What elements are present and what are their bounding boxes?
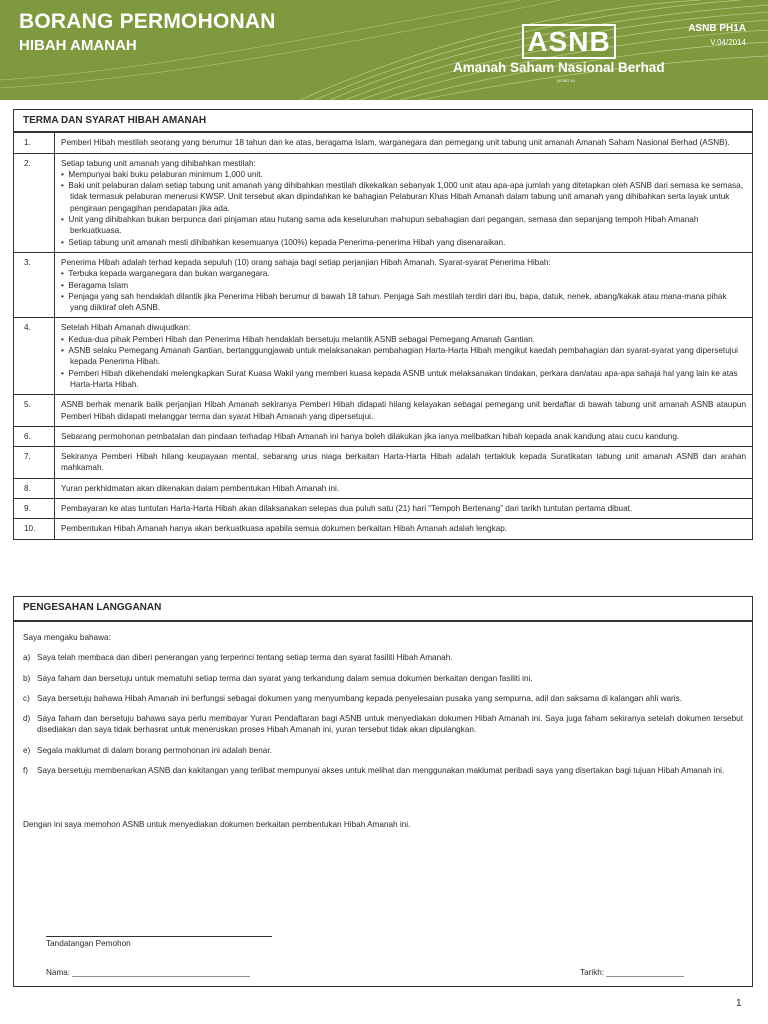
terms-item-content <box>55 519 753 539</box>
confirmation-section <box>13 596 753 987</box>
terms-row <box>14 318 753 395</box>
terms-item-number: 8. <box>14 478 55 498</box>
clause-text: Saya bersetuju membenarkan ASNB dan kakitangan yang terlibat mempunyai akses untuk melihat dan menggunakan maklumat peribadi saya yang disertakan bagi tujuan Hibah Amanah ini. <box>37 766 725 776</box>
terms-row <box>14 447 753 479</box>
date-field[interactable]: Tarikh: _________________ <box>580 968 684 977</box>
terms-bullet: • Kedua-dua pihak Pemberi Hibah dan Penerima Hibah hendaklah bersetuju melantik ASNB sebagai Pemegang Amanah Gantian. <box>61 334 746 345</box>
confirmation-clause <box>23 693 743 704</box>
clause-text: Saya telah membaca dan diberi penerangan yang terperinci tentang setiap terma dan syarat fasiliti Hibah Amanah. <box>37 653 453 663</box>
terms-row <box>14 519 753 539</box>
terms-item-number: 5. <box>14 395 55 427</box>
terms-item-text: Pemberi Hibah mestilah seorang yang berumur 18 tahun dan ke atas, beragama Islam, warganegara dan pemegang unit tabung unit amanah Amanah Saham Nasional Berhad (ASNB). <box>61 138 730 148</box>
terms-bullet: • Penjaga yang sah hendaklah dilantik jika Penerima Hibah berumur di bawah 18 tahun. Penjaga Sah mestilah terdiri dari ibu, bapa, datuk, nenek, abang/kakak atau mana-mana pihak yang diiktiraf oleh ASNB. <box>61 291 746 314</box>
clause-text: Saya faham dan bersetuju bahawa saya perlu membayar Yuran Pendaftaran bagi ASNB untuk menyediakan dokumen Hibah Amanah ini. Saya juga faham sekiranya setelah dokumen tersebut disediakan dan saya tidak berhasrat untuk meneruskan proses Hibah Amanah ini, yuran tersebut tidak akan dipulangkan. <box>37 714 743 735</box>
form-version: V.04/2014 <box>710 38 746 47</box>
terms-item-text: Yuran perkhidmatan akan dikenakan dalam pembentukan Hibah Amanah ini. <box>61 483 340 493</box>
terms-bullet: • Unit yang dihibahkan bukan berpunca dari pinjaman atau hutang sama ada keseluruhan mahupun sebahagian dari pegangan, semasa dan sepanjang tempoh Hibah Amanah berkuatkuasa. <box>61 214 746 237</box>
clause-letter: a) <box>23 653 31 663</box>
terms-item-content <box>55 478 753 498</box>
terms-item-text: Setiap tabung unit amanah yang dihibahkan mestilah: <box>61 158 256 168</box>
company-name: Amanah Saham Nasional Berhad <box>453 60 665 75</box>
terms-row <box>14 252 753 317</box>
confirmation-clauses <box>23 652 743 776</box>
terms-item-content <box>55 318 753 395</box>
terms-bullet: • Pemberi Hibah dikehendaki melengkapkan Surat Kuasa Wakil yang memberi kuasa kepada ASNB untuk melaksanakan tindakan, perkara dan/atau apa-apa sahaja hal yang lain ke atas Harta-Harta Hibah. <box>61 368 746 391</box>
terms-bullet: • ASNB selaku Pemegang Amanah Gantian, bertanggungjawab untuk melaksanakan pembahagian Harta-Harta Hibah mengikut kaedah pembahagian dan syarat-syarat yang dipersetujui kepada Penerima Hibah. <box>61 345 746 368</box>
signature-label: Tandatangan Pemohon <box>46 939 131 948</box>
clause-text: Saya faham dan bersetuju untuk mematuhi setiap terma dan syarat yang terkandung dalam semua dokumen berkaitan dengan fasiliti ini. <box>37 673 533 683</box>
form-code: ASNB PH1A <box>688 23 746 34</box>
terms-table <box>13 109 753 540</box>
terms-item-number: 2. <box>14 153 55 252</box>
terms-item-text: Setelah Hibah Amanah diwujudkan: <box>61 323 191 333</box>
terms-item-number: 9. <box>14 499 55 519</box>
page-number: 1 <box>736 998 742 1009</box>
clause-letter: e) <box>23 745 31 755</box>
terms-row <box>14 478 753 498</box>
terms-bullet: • Mempunyai baki buku pelaburan minimum 1,000 unit. <box>61 169 746 180</box>
terms-row <box>14 395 753 427</box>
terms-item-text: Sebarang permohonan pembatalan dan pindaan terhadap Hibah Amanah ini hanya boleh dilakukan jika ianya melibatkan hibah kepada anak kandung atau cucu kandung. <box>61 431 680 441</box>
confirmation-intro: Saya mengaku bahawa: <box>23 633 111 642</box>
terms-item-text: ASNB berhak menarik balik perjanjian Hibah Amanah sekiranya Pemberi Hibah didapati hilang kelayakan sebagai pemegang unit berdaftar di bawah tabung unit amanah ASNB ataupun Pemberi Hibah didapati melanggar terma dan syarat Hibah Amanah yang dipersetujui. <box>61 400 746 421</box>
terms-item-content <box>55 153 753 252</box>
confirmation-heading: PENGESAHAN LANGGANAN <box>14 597 752 622</box>
terms-bullet: • Setiap tabung unit amanah mesti dihibahkan kesemuanya (100%) kepada Penerima-penerima Hibah yang disenaraikan. <box>61 237 746 248</box>
terms-row <box>14 499 753 519</box>
terms-heading: TERMA DAN SYARAT HIBAH AMANAH <box>14 110 753 133</box>
terms-item-content <box>55 132 753 153</box>
terms-item-text: Pembentukan Hibah Amanah hanya akan berkuatkuasa apabila semua dokumen berkaitan Hibah Amanah adalah lengkap. <box>61 524 508 534</box>
terms-item-number: 10. <box>14 519 55 539</box>
terms-item-content <box>55 395 753 427</box>
terms-item-number: 7. <box>14 447 55 479</box>
form-title: BORANG PERMOHONAN <box>19 10 276 33</box>
clause-text: Saya bersetuju bahawa Hibah Amanah ini berfungsi sebagai dokumen yang menyumbang kepada penyelesaian pusaka yang sempurna, adil dan saksama di kalangan ahli waris. <box>37 693 682 703</box>
application-statement: Dengan ini saya memohon ASNB untuk menyediakan dokumen berkaitan pembentukan Hibah Amanah ini. <box>23 820 411 829</box>
terms-bullet: • Terbuka kepada warganegara dan bukan warganegara. <box>61 268 746 279</box>
terms-item-text: Pembayaran ke atas tuntutan Harta-Harta Hibah akan dilaksanakan selepas dua puluh satu (21) hari “Tempoh Bertenang” dari tarikh tuntutan pertama dibuat. <box>61 504 633 514</box>
terms-item-content <box>55 426 753 446</box>
terms-bullet-list <box>61 334 746 390</box>
terms-item-number: 4. <box>14 318 55 395</box>
confirmation-clause <box>23 765 743 776</box>
terms-row <box>14 153 753 252</box>
clause-letter: c) <box>23 693 30 703</box>
terms-item-text: Sekiranya Pemberi Hibah hilang keupayaan mental, sebarang urus niaga berkaitan Harta-Harta Hibah adalah tertakluk kepada Suratikatan tabung unit amanah ASNB dan arahan mahkamah. <box>61 452 746 473</box>
clause-text: Segala maklumat di dalam borang permohonan ini adalah benar. <box>37 745 272 755</box>
form-header <box>0 0 768 100</box>
company-reg-no: (47457-V) <box>557 78 575 83</box>
terms-item-content <box>55 252 753 317</box>
asnb-logo: ASNB <box>522 24 616 59</box>
terms-row <box>14 426 753 446</box>
confirmation-clause <box>23 745 743 756</box>
signature-line[interactable] <box>46 936 272 937</box>
terms-item-content <box>55 499 753 519</box>
confirmation-clause <box>23 713 743 736</box>
terms-item-number: 6. <box>14 426 55 446</box>
terms-bullet: • Beragama Islam <box>61 280 746 291</box>
terms-item-number: 1. <box>14 132 55 153</box>
terms-item-number: 3. <box>14 252 55 317</box>
name-field[interactable]: Nama: _______________________________________ <box>46 968 250 977</box>
clause-letter: f) <box>23 766 29 776</box>
terms-row <box>14 132 753 153</box>
terms-bullet-list <box>61 169 746 248</box>
clause-letter: b) <box>23 673 31 683</box>
clause-letter: d) <box>23 714 31 724</box>
terms-item-text: Penerima Hibah adalah terhad kepada sepuluh (10) orang sahaja bagi setiap perjanjian Hibah Amanah. Syarat-syarat Penerima Hibah: <box>61 257 551 267</box>
terms-item-content <box>55 447 753 479</box>
terms-bullet: • Baki unit pelaburan dalam setiap tabung unit amanah yang dihibahkan mestilah dikekalkan sebanyak 1,000 unit atau apa-apa jumlah yang ditetapkan oleh ASNB dari semasa ke semasa, tidak termasuk pelaburan menerusi KWSP. Unit tersebut akan dipindahkan ke bahagian Pelaburan Khas Hibah Amanah dalam tabung unit amanah yang dihibahkan serta layak untuk pengiraan pengagihan pendapatan jika ada. <box>61 180 746 214</box>
terms-bullet-list <box>61 268 746 313</box>
confirmation-clause <box>23 673 743 684</box>
confirmation-clause <box>23 652 743 663</box>
form-subtitle: HIBAH AMANAH <box>19 37 137 54</box>
